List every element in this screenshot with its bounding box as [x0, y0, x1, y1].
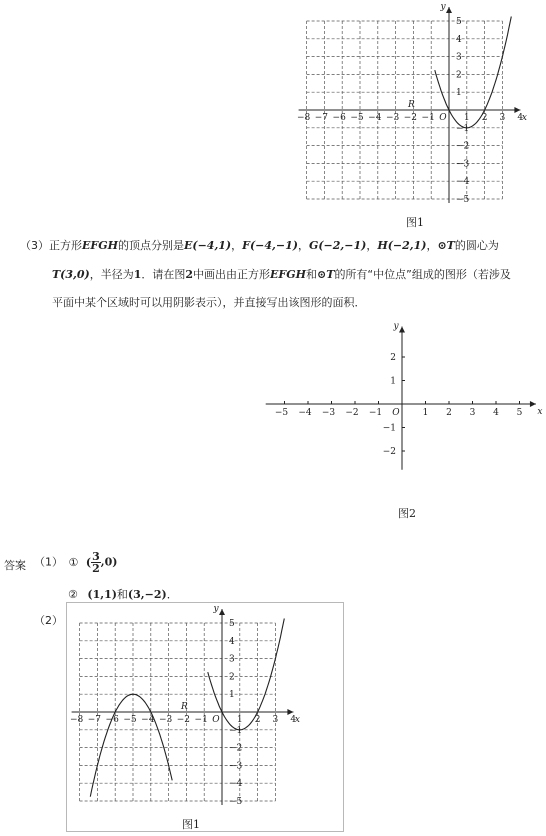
y-tick-label: 3	[229, 654, 235, 665]
y-tick-label: 2	[390, 353, 396, 363]
x-tick-label: −4	[298, 408, 312, 418]
y-axis-label: y	[440, 2, 446, 12]
answer-part1-2: ② (1,1)和(3,−2)．	[68, 588, 178, 601]
y-tick-label: −1	[456, 123, 470, 134]
x-tick-label: −1	[368, 408, 383, 418]
x-axis-label: x	[521, 113, 527, 123]
y-axis-arrow	[399, 326, 405, 332]
x-tick-label: −8	[296, 113, 311, 123]
x-tick-label: 3	[499, 113, 506, 123]
x-tick-label: −2	[176, 715, 191, 725]
figure2-caption: 图2	[398, 507, 416, 520]
y-tick-label: 5	[229, 619, 235, 629]
point-g: G(−2,−1)	[308, 239, 367, 252]
x-tick-label: −8	[69, 715, 84, 725]
figure1-graph	[290, 0, 546, 215]
question3-line1: （3）正方形EFGH的顶点分别是E(−4,1)，F(−4,−1)，G(−2,−1)，H(−2,1)，⊙T的圆心为	[20, 239, 499, 252]
y-tick-label: 4	[456, 34, 462, 45]
x-tick-label: −3	[321, 408, 336, 418]
x-tick-label: 3	[469, 408, 476, 418]
square-name: EFGH	[82, 239, 118, 252]
answer-part2: （2）	[34, 614, 63, 627]
x-tick-label: 4	[493, 408, 499, 418]
x-tick-label: 3	[272, 715, 279, 725]
y-tick-label: −5	[456, 195, 470, 205]
x-tick-label: −2	[345, 408, 359, 418]
y-axis-label: y	[393, 321, 399, 332]
x-tick-label: 1	[236, 715, 243, 725]
x-tick-label: −5	[350, 113, 364, 123]
parabola-curve	[208, 619, 284, 730]
point-f: F(−4,−1)	[242, 239, 298, 252]
x-tick-label: −6	[332, 113, 346, 123]
y-axis-label: y	[213, 604, 219, 614]
x-tick-label: 2	[254, 715, 261, 725]
x-tick-label: −1	[194, 715, 208, 725]
x-tick-label: −2	[403, 113, 418, 123]
parabola-curve	[87, 694, 172, 797]
figure2-axes	[260, 320, 546, 460]
radius-value: 1	[133, 268, 142, 281]
y-tick-label: −2	[229, 743, 243, 754]
origin-label: O	[439, 113, 447, 123]
origin-label: O	[392, 408, 400, 418]
x-tick-label: −5	[123, 715, 137, 725]
x-tick-label: 1	[422, 408, 429, 418]
center-t: T(3,0)	[52, 268, 90, 281]
x-tick-label: −3	[385, 113, 400, 123]
point-e: E(−4,1)	[183, 239, 232, 252]
y-tick-label: −3	[229, 761, 243, 772]
y-tick-label: 2	[456, 70, 462, 81]
y-tick-label: −2	[382, 447, 396, 457]
y-tick-label: −2	[456, 141, 470, 152]
point-h: H(−2,1)	[377, 239, 427, 252]
circle-t: ⊙T	[437, 239, 455, 252]
y-axis-arrow	[219, 609, 225, 615]
y-tick-label: 2	[229, 672, 235, 683]
y-tick-label: 3	[456, 52, 462, 63]
x-tick-label: 2	[446, 408, 452, 418]
parabola-curve	[435, 17, 512, 128]
y-tick-label: −4	[229, 779, 243, 790]
y-tick-label: 1	[456, 88, 462, 99]
y-tick-label: 5	[456, 17, 462, 27]
x-tick-label: −4	[141, 715, 155, 725]
answer-label: 答案	[4, 559, 26, 572]
x-tick-label: −7	[314, 113, 329, 123]
y-tick-label: −5	[229, 797, 243, 807]
question3-line2: T(3,0)，半径为1．请在图2中画出由正方形EFGH和⊙T的所有“中位点”组成的图形（若涉及	[52, 268, 511, 281]
x-tick-label: 4	[290, 715, 297, 725]
x-axis-label: x	[537, 407, 543, 417]
y-axis-arrow	[446, 7, 452, 13]
x-tick-label: −7	[87, 715, 102, 725]
x-tick-label: −3	[158, 715, 173, 725]
x-tick-label: 1	[463, 113, 470, 123]
origin-label: O	[212, 715, 220, 725]
point-r-label: R	[408, 100, 415, 110]
answer-figure1-caption: 图1	[182, 818, 200, 831]
y-tick-label: 4	[229, 636, 235, 647]
x-tick-label: 2	[481, 113, 488, 123]
answer-part1: （1） ① ( $\frac{3}{2}$ ,0)	[34, 550, 118, 575]
x-tick-label: 5	[516, 408, 523, 418]
answer-figure1-graph	[66, 602, 342, 814]
x-axis-arrow	[530, 401, 536, 407]
x-tick-label: −4	[368, 113, 382, 123]
figure1-caption: 图1	[406, 216, 424, 229]
answer1-fraction: $\frac{3}{2}$	[92, 550, 100, 575]
x-tick-label: −6	[105, 715, 119, 725]
x-tick-label: 4	[517, 113, 524, 123]
y-tick-label: −3	[456, 159, 470, 170]
x-tick-label: −1	[421, 113, 435, 123]
question3-line3: 平面中某个区域时可以用阴影表示），并直接写出该图形的面积．	[52, 296, 366, 309]
y-tick-label: −4	[456, 177, 470, 188]
y-tick-label: 1	[229, 690, 235, 701]
point-r-label: R	[181, 702, 188, 712]
y-tick-label: −1	[229, 725, 243, 736]
y-tick-label: 1	[390, 376, 396, 387]
x-tick-label: −5	[274, 408, 289, 418]
x-axis-label: x	[294, 715, 300, 725]
y-tick-label: −1	[382, 423, 396, 434]
